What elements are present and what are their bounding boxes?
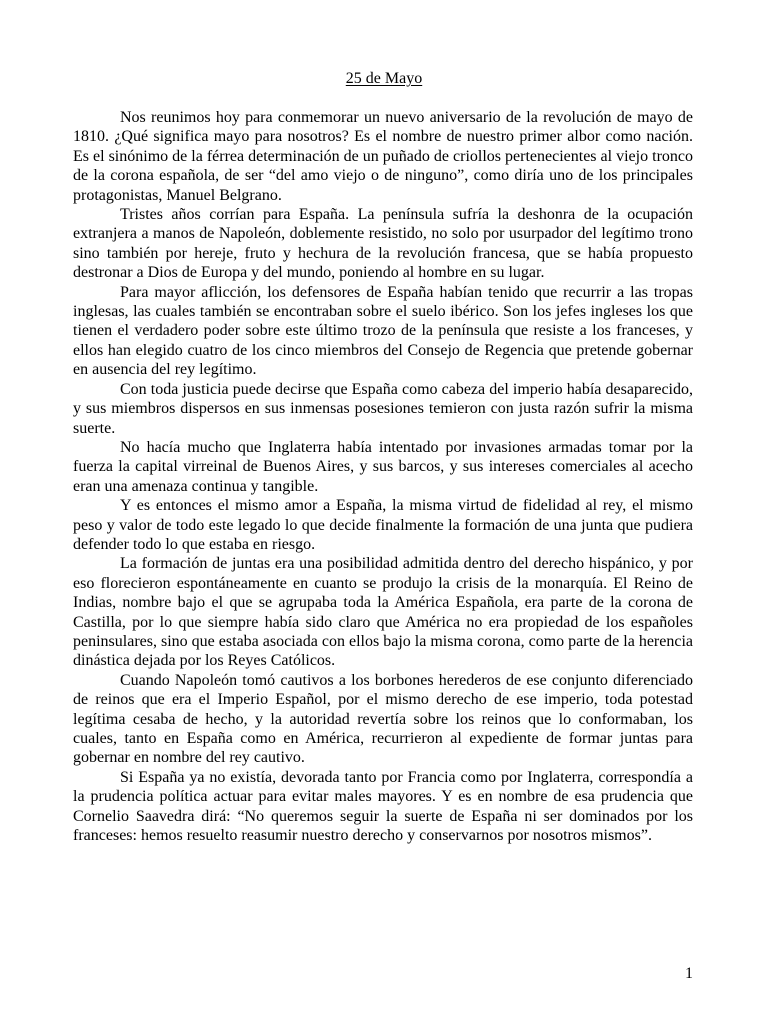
page-number: 1 <box>685 965 693 982</box>
paragraph: Nos reunimos hoy para conmemorar un nuevo aniversario de la revolución de mayo de 1810. ¿Qué significa mayo para nosotros? Es el nombre de nuestro primer albor como nación. Es el sinónimo de la férrea determinación de un puñado de criollos pertenecientes al viejo tronco de la corona española, de ser “del amo viejo o de ninguno”, como diría uno de los principales protagonistas, Manuel Belgrano. <box>73 109 693 204</box>
paragraph: Y es entonces el mismo amor a España, la misma virtud de fidelidad al rey, el mismo peso y valor de todo este legado lo que decide finalmente la formación de una junta que pudiera defender todo lo que estaba en riesgo. <box>73 497 693 553</box>
paragraph: Si España ya no existía, devorada tanto por Francia como por Inglaterra, correspondía a la prudencia política actuar para evitar males mayores. Y es en nombre de esa prudencia que Cornelio Saavedra dirá: “No queremos seguir la suerte de España ni ser dominados por los franceses: hemos resuelto reasumir nuestro derecho y conservarnos por nosotros mismos”. <box>73 768 693 845</box>
paragraph: No hacía mucho que Inglaterra había intentado por invasiones armadas tomar por la fuerza la capital virreinal de Buenos Aires, y sus barcos, y sus intereses comerciales al acecho eran una amenaza continua y tangible. <box>73 438 693 495</box>
paragraph: Con toda justicia puede decirse que España como cabeza del imperio había desaparecido, y sus miembros dispersos en sus inmensas posesiones temieron con justa razón sufrir la misma suerte. <box>73 380 693 437</box>
paragraph: Para mayor aflicción, los defensores de España habían tenido que recurrir a las tropas inglesas, las cuales también se encontraban sobre el suelo ibérico. Son los jefes ingleses los que tienen el verdadero poder sobre este último trozo de la península que resiste a los franceses, y ellos han elegido cuatro de los cinco miembros del Consejo de Regencia que pretende gobernar en ausencia del rey legítimo. <box>73 283 693 379</box>
document-title: 25 de Mayo <box>345 70 423 87</box>
paragraph: La formación de juntas era una posibilidad admitida dentro del derecho hispánico, y por eso florecieron espontáneamente en cuanto se produjo la crisis de la monarquía. El Reino de Indias, nombre bajo el que se agrupaba toda la América Española, era parte de la corona de Castilla, por lo que siempre había sido claro que América no era propiedad de los españoles peninsulares, sino que estaba asociada con ellos bajo la misma corona, como parte de la herencia dinástica dejada por los Reyes Católicos. <box>73 555 693 670</box>
paragraph: Tristes años corrían para España. La península sufría la deshonra de la ocupación extranjera a manos de Napoleón, doblemente resistido, no solo por usurpador del legítimo trono sino también por hereje, fruto y hechura de la revolución francesa, que se había propuesto destronar a Dios de Europa y del mundo, poniendo al hombre en su lugar. <box>73 206 693 282</box>
document-body <box>73 108 693 845</box>
paragraph: Cuando Napoleón tomó cautivos a los borbones herederos de ese conjunto diferenciado de reinos que era el Imperio Español, por el mismo derecho de ese imperio, toda potestad legítima cesaba de hecho, y la autoridad revertía sobre los reinos que lo conformaban, los cuales, tanto en España como en América, recurrieron al expediente de formar juntas para gobernar en nombre del rey cautivo. <box>73 671 693 767</box>
